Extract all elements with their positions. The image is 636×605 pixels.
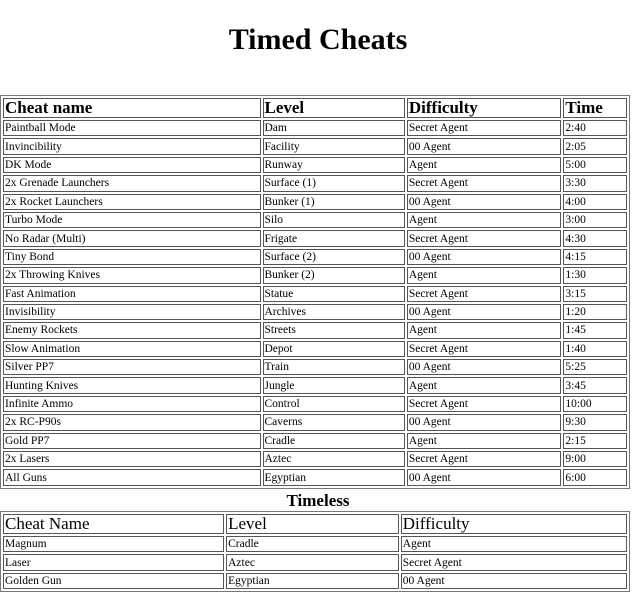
cell-level: Bunker (2): [263, 267, 405, 283]
cell-level: Runway: [263, 157, 405, 173]
cell-difficulty: Agent: [401, 536, 627, 552]
cell-difficulty: 00 Agent: [401, 573, 627, 589]
table-row: [3, 138, 627, 154]
cell-time: 5:25: [563, 359, 627, 375]
table-row: [3, 554, 627, 570]
header-cheat-name: Cheat name: [3, 98, 261, 118]
cell-cheat-name: DK Mode: [3, 157, 261, 173]
cell-level: Surface (2): [263, 249, 405, 265]
table-row: [3, 157, 627, 173]
cell-cheat-name: 2x Throwing Knives: [3, 267, 261, 283]
cell-cheat-name: Invisibility: [3, 304, 261, 320]
cell-difficulty: Secret Agent: [407, 396, 562, 412]
table-row: [3, 120, 627, 136]
timeless-cheats-table: [0, 511, 630, 592]
cell-difficulty: Agent: [407, 267, 562, 283]
table-row: [3, 414, 627, 430]
header-time: Time: [563, 98, 627, 118]
cell-cheat-name: No Radar (Multi): [3, 230, 261, 246]
cell-difficulty: Secret Agent: [407, 341, 562, 357]
cell-difficulty: Secret Agent: [407, 230, 562, 246]
cell-level: Egyptian: [226, 573, 399, 589]
cell-difficulty: 00 Agent: [407, 249, 562, 265]
cell-cheat-name: Hunting Knives: [3, 377, 261, 393]
table-header-row: [3, 98, 627, 118]
timed-table-body: [3, 120, 627, 486]
header-level: Level: [226, 514, 399, 534]
cell-level: Silo: [263, 212, 405, 228]
header-difficulty: Difficulty: [407, 98, 562, 118]
cell-level: Bunker (1): [263, 194, 405, 210]
table-row: [3, 469, 627, 485]
cell-cheat-name: Slow Animation: [3, 341, 261, 357]
table-row: [3, 249, 627, 265]
cell-time: 4:30: [563, 230, 627, 246]
cell-time: 1:45: [563, 322, 627, 338]
cell-time: 9:30: [563, 414, 627, 430]
cell-time: 2:15: [563, 433, 627, 449]
cell-cheat-name: Golden Gun: [3, 573, 224, 589]
cell-cheat-name: 2x RC-P90s: [3, 414, 261, 430]
table-row: [3, 322, 627, 338]
cell-difficulty: Agent: [407, 212, 562, 228]
table-row: [3, 377, 627, 393]
cell-time: 2:05: [563, 138, 627, 154]
table-row: [3, 212, 627, 228]
cell-time: 4:00: [563, 194, 627, 210]
table-row: [3, 267, 627, 283]
cell-difficulty: Agent: [407, 433, 562, 449]
cell-difficulty: Secret Agent: [407, 451, 562, 467]
table-header-row: [3, 514, 627, 534]
table-row: [3, 573, 627, 589]
cell-level: Train: [263, 359, 405, 375]
cell-difficulty: Agent: [407, 157, 562, 173]
cell-time: 1:40: [563, 341, 627, 357]
table-row: [3, 286, 627, 302]
cell-level: Dam: [263, 120, 405, 136]
table-row: [3, 359, 627, 375]
cell-time: 3:15: [563, 286, 627, 302]
cell-cheat-name: Paintball Mode: [3, 120, 261, 136]
cell-level: Aztec: [263, 451, 405, 467]
cell-time: 1:30: [563, 267, 627, 283]
cell-time: 3:30: [563, 175, 627, 191]
cell-time: 4:15: [563, 249, 627, 265]
cell-level: Streets: [263, 322, 405, 338]
cell-level: Egyptian: [263, 469, 405, 485]
cell-level: Depot: [263, 341, 405, 357]
cell-difficulty: 00 Agent: [407, 194, 562, 210]
cell-level: Aztec: [226, 554, 399, 570]
cell-difficulty: 00 Agent: [407, 359, 562, 375]
cell-time: 6:00: [563, 469, 627, 485]
table-row: [3, 304, 627, 320]
table-row: [3, 175, 627, 191]
cell-difficulty: 00 Agent: [407, 414, 562, 430]
cell-difficulty: 00 Agent: [407, 138, 562, 154]
cell-time: 3:45: [563, 377, 627, 393]
cell-cheat-name: Silver PP7: [3, 359, 261, 375]
cell-cheat-name: Magnum: [3, 536, 224, 552]
table-row: [3, 536, 627, 552]
header-cheat-name: Cheat Name: [3, 514, 224, 534]
cell-cheat-name: Invincibility: [3, 138, 261, 154]
cell-time: 10:00: [563, 396, 627, 412]
cell-level: Cradle: [226, 536, 399, 552]
cell-difficulty: Secret Agent: [407, 120, 562, 136]
cell-level: Surface (1): [263, 175, 405, 191]
cell-time: 9:00: [563, 451, 627, 467]
cell-cheat-name: Tiny Bond: [3, 249, 261, 265]
cell-level: Frigate: [263, 230, 405, 246]
cell-difficulty: Agent: [407, 377, 562, 393]
cell-level: Jungle: [263, 377, 405, 393]
cell-cheat-name: Turbo Mode: [3, 212, 261, 228]
table-row: [3, 230, 627, 246]
cell-level: Control: [263, 396, 405, 412]
cell-time: 5:00: [563, 157, 627, 173]
cell-time: 1:20: [563, 304, 627, 320]
table-row: [3, 341, 627, 357]
timeless-table-body: [3, 536, 627, 589]
cell-difficulty: Secret Agent: [401, 554, 627, 570]
header-level: Level: [263, 98, 405, 118]
cell-cheat-name: All Guns: [3, 469, 261, 485]
cell-level: Facility: [263, 138, 405, 154]
cell-difficulty: 00 Agent: [407, 469, 562, 485]
cell-level: Archives: [263, 304, 405, 320]
timeless-title: Timeless: [286, 491, 350, 510]
page-title: Timed Cheats: [228, 23, 408, 56]
cell-cheat-name: Laser: [3, 554, 224, 570]
table-row: [3, 433, 627, 449]
cell-time: 3:00: [563, 212, 627, 228]
cell-cheat-name: 2x Grenade Launchers: [3, 175, 261, 191]
cell-level: Statue: [263, 286, 405, 302]
header-difficulty: Difficulty: [401, 514, 627, 534]
cell-difficulty: Agent: [407, 322, 562, 338]
cell-cheat-name: 2x Lasers: [3, 451, 261, 467]
cell-cheat-name: 2x Rocket Launchers: [3, 194, 261, 210]
cell-cheat-name: Gold PP7: [3, 433, 261, 449]
table-row: [3, 451, 627, 467]
cell-time: 2:40: [563, 120, 627, 136]
cell-difficulty: Secret Agent: [407, 175, 562, 191]
cell-difficulty: 00 Agent: [407, 304, 562, 320]
cell-level: Caverns: [263, 414, 405, 430]
cell-difficulty: Secret Agent: [407, 286, 562, 302]
cell-cheat-name: Enemy Rockets: [3, 322, 261, 338]
cell-cheat-name: Fast Animation: [3, 286, 261, 302]
timed-cheats-table: [0, 95, 630, 489]
table-row: [3, 194, 627, 210]
cell-level: Cradle: [263, 433, 405, 449]
cell-cheat-name: Infinite Ammo: [3, 396, 261, 412]
table-row: [3, 396, 627, 412]
